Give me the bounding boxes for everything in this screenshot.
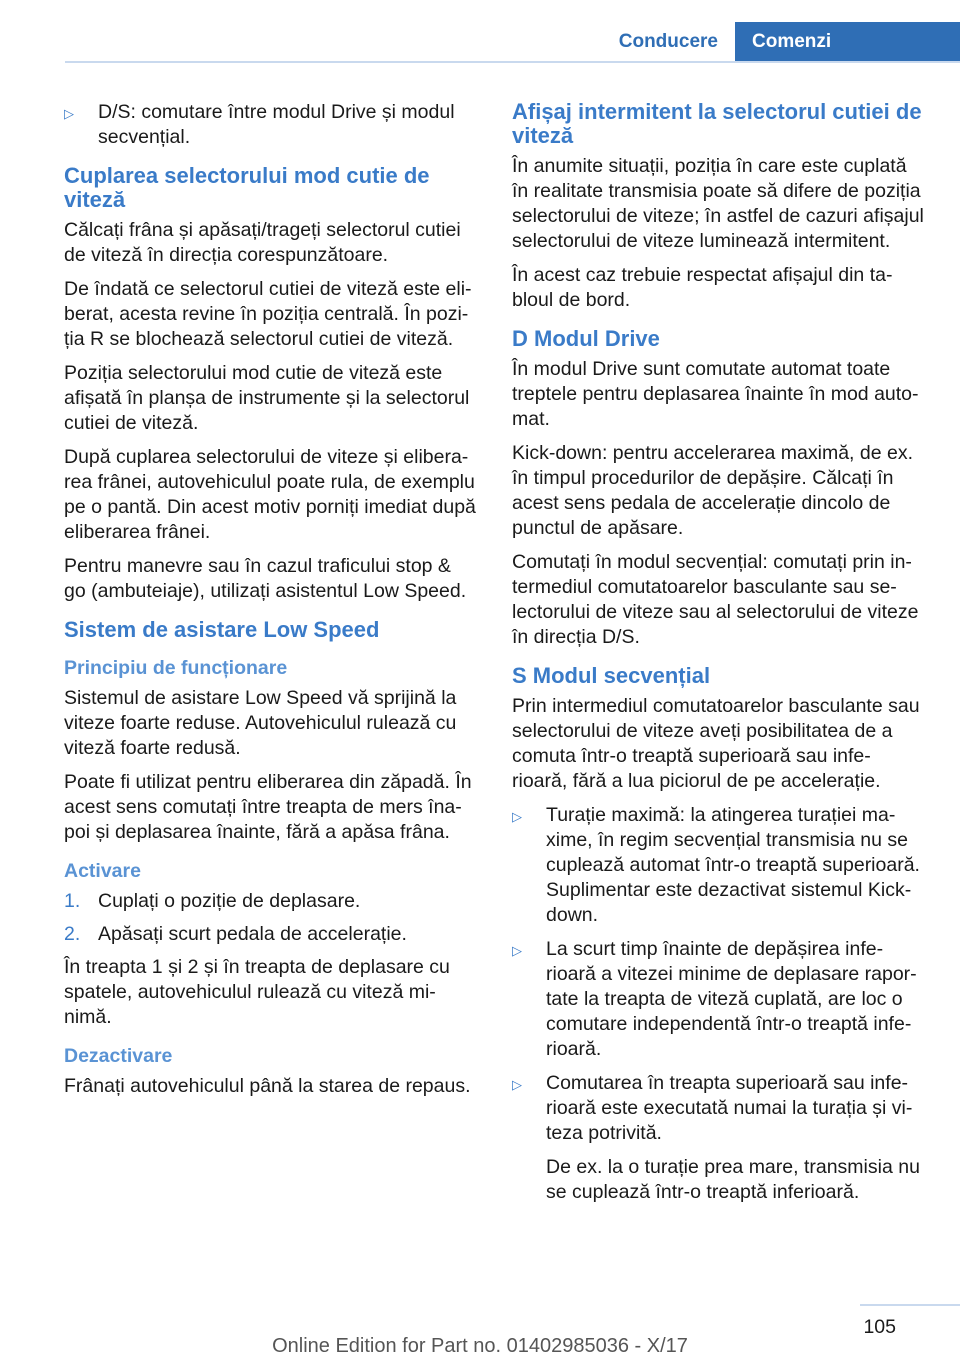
paragraph: Comutați în modul secvențial: comutați prin in-termediul comutatoarelor basculante sau se-lectorului de viteze sau al selectorului de viteze în direcția D/S. <box>512 551 919 648</box>
list-item <box>64 100 477 150</box>
paragraph: În treapta 1 și 2 și în treapta de deplasare cu spatele, autovehiculul rulează cu viteză mi-nimă. <box>64 956 450 1028</box>
tab-conducere[interactable]: Conducere <box>618 31 718 52</box>
step-number: 1. <box>64 890 81 912</box>
tab-comenzi[interactable]: Comenzi <box>735 22 960 62</box>
paragraph: Frânați autovehiculul până la starea de repaus. <box>64 1075 471 1097</box>
paragraph: Călcați frâna și apăsați/trageți selectorul cutiei de viteză în direcția corespunzătoare. <box>64 219 461 266</box>
triangle-bullet-icon: ▷ <box>512 809 522 824</box>
paragraph: Poate fi utilizat pentru eliberarea din zăpadă. În acest sens comutați între treapta de mers îna-poi și deplasarea înainte, fără a apăsa frâna. <box>64 771 472 843</box>
bullet-text: La scurt timp înainte de depășirea infe-rioară a vitezei minime de deplasare rapor-tate la treapta de viteză cuplată, are loc o comutare independentă într-o treaptă infe-rioară. <box>546 938 917 1060</box>
bullet-subparagraph: De ex. la o turație prea mare, transmisia nu se cuplează într-o treaptă inferioară. <box>546 1156 920 1203</box>
paragraph: Kick-down: pentru accelerarea maximă, de ex. în timpul procedurilor de depășire. Călcați în acest sens pedala de accelerație dincolo de punctul de apăsare. <box>512 442 914 539</box>
paragraph: După cuplarea selectorului de viteze și elibera-rea frânei, autovehiculul poate rula, de exemplu pe o pantă. Din acest motiv porniți imediat după eliberarea frânei. <box>64 446 476 543</box>
list-item <box>64 922 477 947</box>
bullet-text: D/S: comutare între modul Drive și modul secvențial. <box>98 101 455 148</box>
triangle-bullet-icon: ▷ <box>64 106 74 121</box>
header-tabs <box>602 22 960 62</box>
section-heading: Cuplarea selectorului mod cutie de viteză <box>64 163 430 212</box>
right-column <box>512 100 925 1214</box>
triangle-bullet-icon: ▷ <box>512 1077 522 1092</box>
section-heading: S Modul secvențial <box>512 663 711 688</box>
bullet-text: Turație maximă: la atingerea turației ma-xime, în regim secvențial transmisia nu se cuplează automat într-o treaptă superioară. Suplimentar este dezactivat sistemul Kick-down. <box>546 804 920 926</box>
subsection-heading: Dezactivare <box>64 1045 173 1067</box>
paragraph: Sistemul de asistare Low Speed vă sprijină la viteze foarte reduse. Autovehiculul rulează cu viteză foarte redusă. <box>64 687 457 759</box>
step-number: 2. <box>64 923 81 945</box>
paragraph: Pentru manevre sau în cazul traficului stop & go (ambuteiaje), utilizați asistentul Low Speed. <box>64 555 467 602</box>
paragraph: Poziția selectorului mod cutie de viteză este afișată în planșa de instrumente și la selectorul cutiei de viteză. <box>64 362 470 434</box>
footer-divider <box>860 1304 960 1306</box>
step-text: Apăsați scurt pedala de accelerație. <box>98 923 407 945</box>
list-item <box>512 1071 925 1146</box>
list-item <box>64 889 477 914</box>
subsection-heading: Principiu de funcționare <box>64 657 288 679</box>
header-divider <box>65 61 960 63</box>
list-item <box>512 803 925 928</box>
section-heading: Sistem de asistare Low Speed <box>64 617 380 642</box>
step-text: Cuplați o poziție de deplasare. <box>98 890 361 912</box>
page-number: 105 <box>863 1316 896 1338</box>
paragraph: În modul Drive sunt comutate automat toate treptele pentru deplasarea înainte în mod auto-mat. <box>512 358 919 430</box>
paragraph: În acest caz trebuie respectat afișajul din ta-bloul de bord. <box>512 264 893 311</box>
triangle-bullet-icon: ▷ <box>512 943 522 958</box>
section-heading: D Modul Drive <box>512 326 660 351</box>
paragraph: În anumite situații, poziția în care este cuplată în realitate transmisia poate să difere de poziția selectorului de viteze; în astfel de cazuri afișajul selectorului de viteze luminează intermitent. <box>512 155 924 252</box>
paragraph: Prin intermediul comutatoarelor basculante sau selectorului de viteze aveți posibilitatea de a comuta într-o treaptă superioară sau infe-rioară, fără a lua piciorul de pe accelerație. <box>512 695 920 792</box>
subsection-heading: Activare <box>64 860 141 882</box>
left-column <box>64 100 477 1108</box>
list-item <box>512 937 925 1062</box>
footer-edition-text: Online Edition for Part no. 01402985036 - X/17 <box>272 1335 688 1357</box>
paragraph: De îndată ce selectorul cutiei de viteză este eli-berat, acesta revine în poziția centrală. În pozi-ția R se blochează selectorul cutiei de viteză. <box>64 278 472 350</box>
section-heading: Afișaj intermitent la selectorul cutiei de viteză <box>512 99 922 148</box>
bullet-text: Comutarea în treapta superioară sau infe-rioară este executată numai la turația și vi-teza potrivită. <box>546 1072 913 1144</box>
